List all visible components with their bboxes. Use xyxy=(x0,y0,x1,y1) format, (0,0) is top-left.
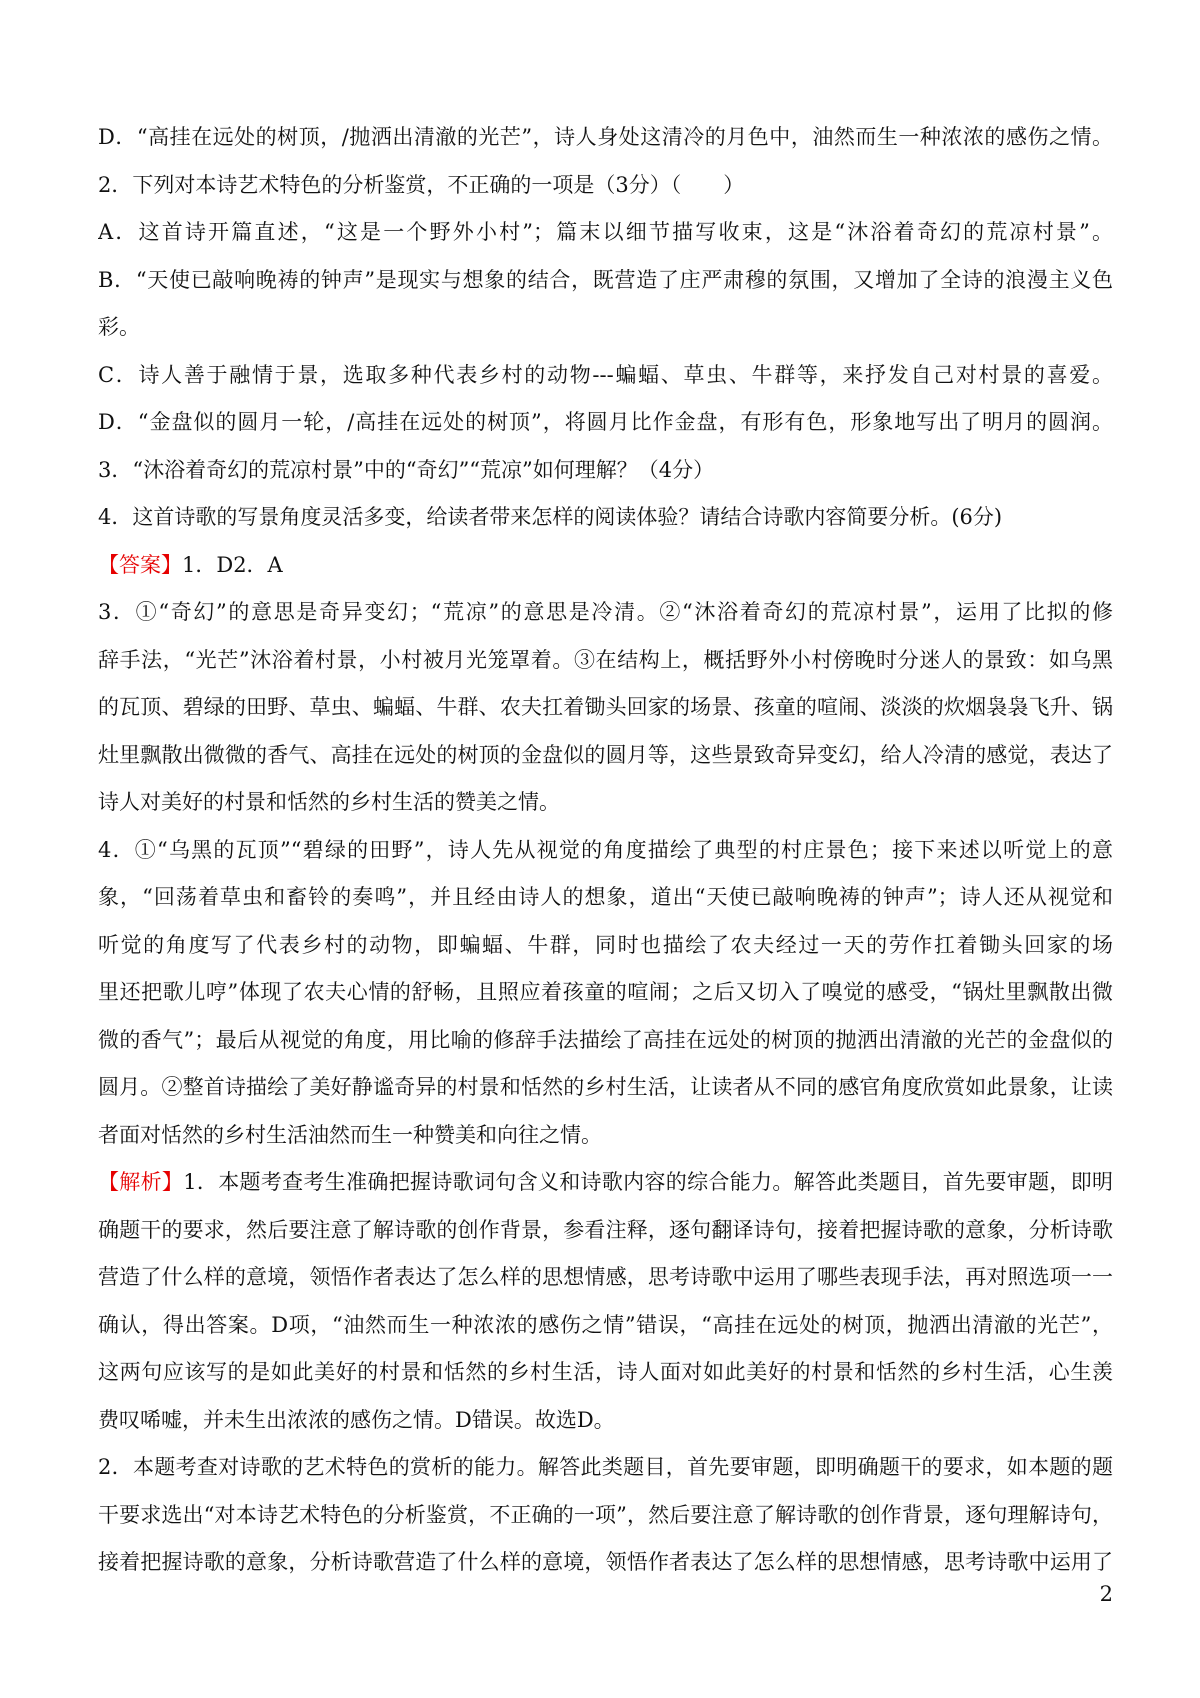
page-number: 2 xyxy=(1099,1582,1113,1606)
analysis-2-line: 接着把握诗歌的意象，分析诗歌营造了什么样的意境，领悟作者表达了怎么样的思想情感，思考诗歌中运用了 xyxy=(98,1550,1113,1574)
answer-4-line: 圆月。②整首诗描绘了美好静谧奇异的村景和恬然的乡村生活，让读者从不同的感官角度欣赏如此景象，让读 xyxy=(98,1075,1113,1099)
analysis-2-line: 2．本题考查对诗歌的艺术特色的赏析的能力。解答此类题目，首先要审题，即明确题干的要求，如本题的题 xyxy=(98,1455,1113,1479)
q2-option-b-line: 彩。 xyxy=(98,315,140,339)
q2-option-a: A．这首诗开篇直述，“这是一个野外小村”；篇末以细节描写收束，这是“沐浴着奇幻的荒凉村景”。 xyxy=(98,220,1113,244)
answer-4-line: 听觉的角度写了代表乡村的动物，即蝙蝠、牛群，同时也描绘了农夫经过一天的劳作扛着锄头回家的场 xyxy=(98,932,1113,957)
q3-stem: 3．“沐浴着奇幻的荒凉村景”中的“奇幻”“荒凉”如何理解？（4分） xyxy=(98,457,715,482)
analysis-1-line: 确认，得出答案。D项，“油然而生一种浓浓的感伤之情”错误，“高挂在远处的树顶，抛洒出清澈的光芒”， xyxy=(98,1312,1113,1337)
answer-4-line: 4．①“乌黑的瓦顶”“碧绿的田野”，诗人先从视觉的角度描绘了典型的村庄景色；接下来述以听觉上的意 xyxy=(98,837,1113,862)
analysis-1-line: 这两句应该写的是如此美好的村景和恬然的乡村生活，诗人面对如此美好的村景和恬然的乡村生活，心生羡 xyxy=(98,1360,1113,1384)
analysis-label: 【解析】 xyxy=(98,1170,184,1194)
answer-4-line: 者面对恬然的乡村生活油然而生一种赞美和向往之情。 xyxy=(98,1122,602,1147)
document-body xyxy=(98,114,1113,1587)
q4-stem: 4．这首诗歌的写景角度灵活多变，给读者带来怎样的阅读体验？请结合诗歌内容简要分析。(6分) xyxy=(98,505,1003,529)
answer-3-line: 3．①“奇幻”的意思是奇异变幻；“荒凉”的意思是冷清。②“沐浴着奇幻的荒凉村景”，运用了比拟的修 xyxy=(98,600,1113,624)
q2-option-b-line: B．“天使已敲响晚祷的钟声”是现实与想象的结合，既营造了庄严肃穆的氛围，又增加了全诗的浪漫主义色 xyxy=(98,267,1113,292)
analysis-first-line xyxy=(98,1159,1113,1207)
analysis-1-line: 确题干的要求，然后要注意了解诗歌的创作背景，参看注释，逐句翻译诗句，接着把握诗歌的意象，分析诗歌 xyxy=(98,1217,1113,1242)
answer-3-line: 灶里飘散出微微的香气、高挂在远处的树顶的金盘似的圆月等，这些景致奇异变幻，给人冷清的感觉，表达了 xyxy=(98,742,1113,767)
answer-3-line: 辞手法，“光芒”沐浴着村景，小村被月光笼罩着。③在结构上，概括野外小村傍晚时分迷人的景致：如乌黑 xyxy=(98,647,1113,672)
analysis-1-text: 1．本题考查考生准确把握诗歌词句含义和诗歌内容的综合能力。解答此类题目，首先要审题，即明 xyxy=(183,1170,1113,1194)
q2-stem: 2．下列对本诗艺术特色的分析鉴赏，不正确的一项是（3分）（ ） xyxy=(98,172,745,197)
answer-4-line: 微的香气”；最后从视觉的角度，用比喻的修辞手法描绘了高挂在远处的树顶的抛洒出清澈的光芒的金盘似的 xyxy=(98,1027,1113,1052)
answer-3-line: 诗人对美好的村景和恬然的乡村生活的赞美之情。 xyxy=(98,790,560,814)
answer-4-line: 象，“回荡着草虫和畜铃的奏鸣”，并且经由诗人的想象，道出“天使已敲响晚祷的钟声”；诗人还从视觉和 xyxy=(98,885,1113,909)
analysis-1-line: 费叹唏嘘，并未生出浓浓的感伤之情。D错误。故选D。 xyxy=(98,1407,615,1432)
answer-text: 1．D2．A xyxy=(182,552,283,577)
answer-4-line: 里还把歌儿哼”体现了农夫心情的舒畅，且照应着孩童的喧闹；之后又切入了嗅觉的感受，“锅灶里飘散出微 xyxy=(98,980,1113,1004)
answer-label: 【答案】 xyxy=(98,552,182,577)
analysis-1-line: 营造了什么样的意境，领悟作者表达了怎么样的思想情感，思考诗歌中运用了哪些表现手法，再对照选项一一 xyxy=(98,1265,1113,1289)
q2-option-d: D．“金盘似的圆月一轮，/高挂在远处的树顶”，将圆月比作金盘，有形有色，形象地写出了明月的圆润。 xyxy=(98,410,1113,434)
answer-line xyxy=(98,542,1113,590)
analysis-2-line: 干要求选出“对本诗艺术特色的分析鉴赏，不正确的一项”，然后要注意了解诗歌的创作背景，逐句理解诗句， xyxy=(98,1502,1113,1527)
answer-3-line: 的瓦顶、碧绿的田野、草虫、蝙蝠、牛群、农夫扛着锄头回家的场景、孩童的喧闹、淡淡的炊烟袅袅飞升、锅 xyxy=(98,695,1113,719)
q1-option-d: D．“高挂在远处的树顶，/抛洒出清澈的光芒”，诗人身处这清冷的月色中，油然而生一种浓浓的感伤之情。 xyxy=(98,125,1113,149)
q2-option-c: C．诗人善于融情于景，选取多种代表乡村的动物---蝙蝠、草虫、牛群等，来抒发自己对村景的喜爱。 xyxy=(98,362,1113,387)
